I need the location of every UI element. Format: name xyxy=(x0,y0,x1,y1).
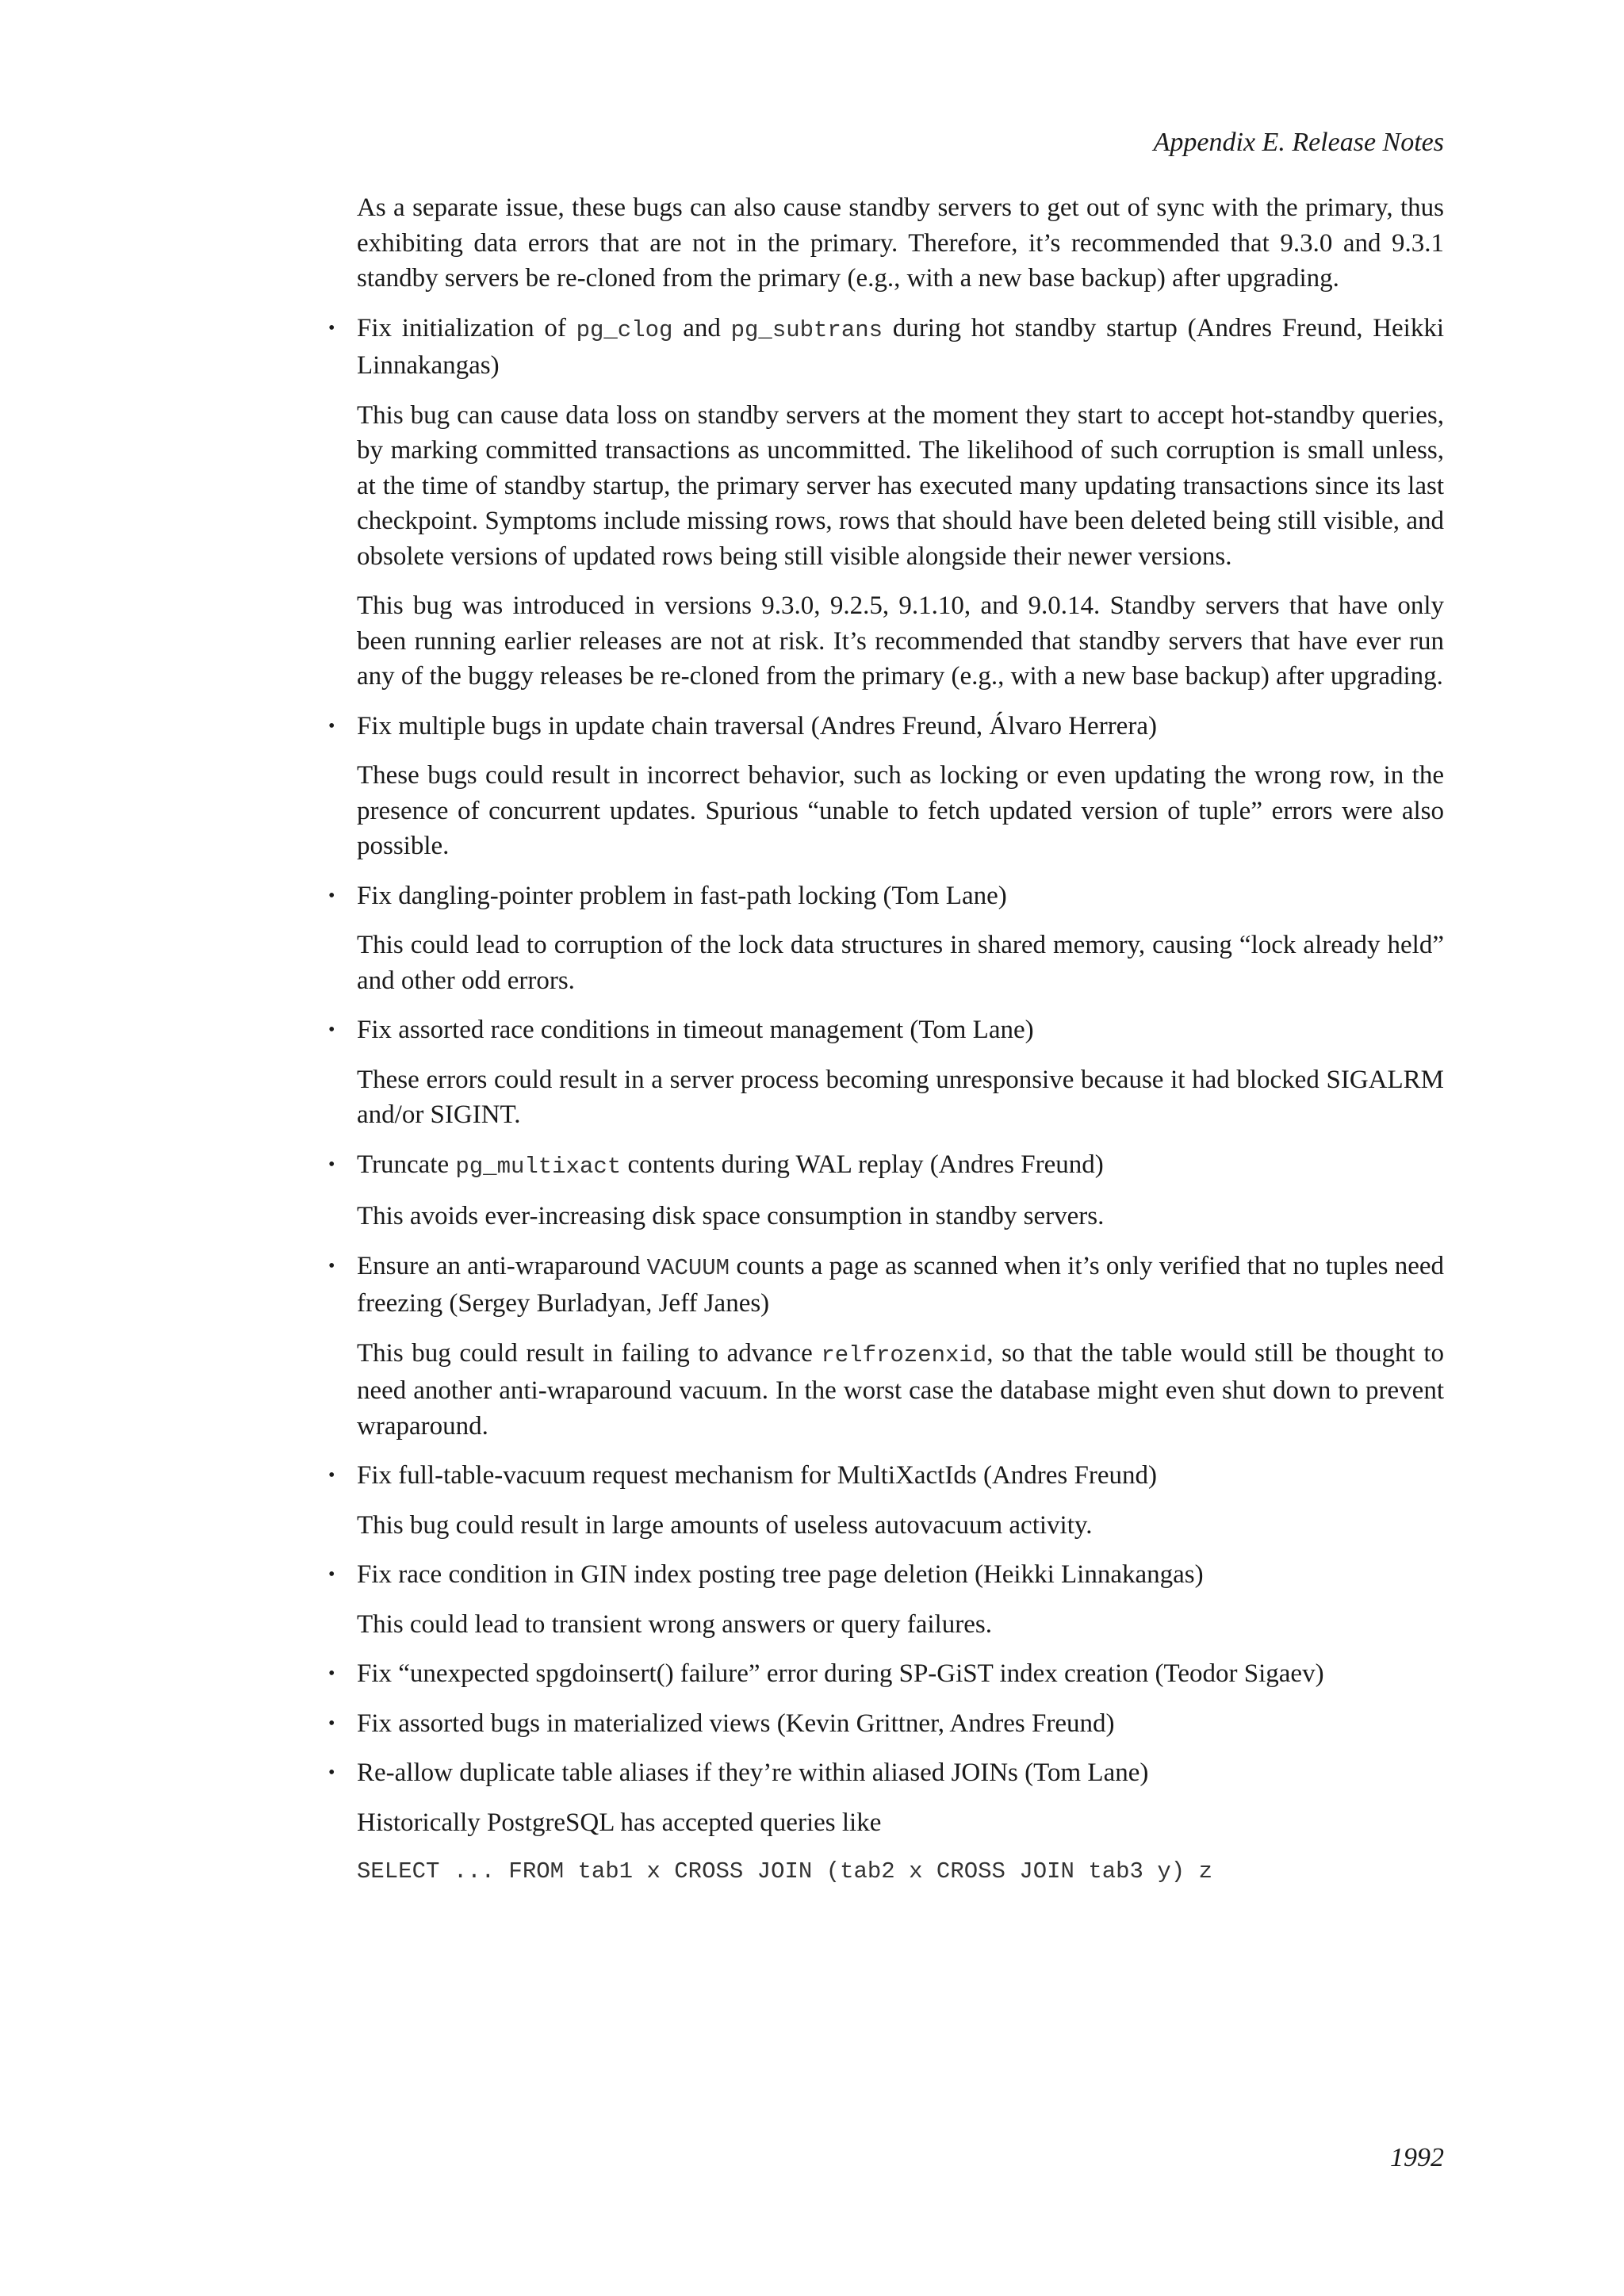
paragraph: Historically PostgreSQL has accepted queries like xyxy=(357,1808,882,1837)
inline-code: pg_multixact xyxy=(455,1153,622,1180)
inline-code: pg_subtrans xyxy=(730,316,883,343)
paragraph: These bugs could result in incorrect behavior, such as locking or even updating the wrong row, in the presence of concurrent updates. Spurious “unable to fetch updated version of tuple” errors were also possible. xyxy=(357,761,1444,860)
bullet-item: • Fix assorted race conditions in timeout management (Tom Lane) xyxy=(357,1012,1444,1048)
bullet-item: • Re-allow duplicate table aliases if they’re within aliased JOINs (Tom Lane) xyxy=(357,1755,1444,1791)
bullet-item: • Fix multiple bugs in update chain traversal (Andres Freund, Álvaro Herrera) xyxy=(357,709,1444,744)
page-number: 1992 xyxy=(1390,2143,1444,2172)
inline-code: VACUUM xyxy=(646,1254,730,1281)
bullet-item: • Truncate pg_multixact contents during WAL replay (Andres Freund) xyxy=(357,1147,1444,1185)
bullet-item: • Ensure an anti-wraparound VACUUM counts a page as scanned when it’s only verified that no tuples need freezing (Sergey Burladyan, Jeff Janes) xyxy=(357,1249,1444,1322)
inline-code: relfrozenxid xyxy=(821,1341,987,1368)
code-block: SELECT ... FROM tab1 x CROSS JOIN (tab2 x CROSS JOIN tab3 y) z xyxy=(357,1858,1212,1885)
release-notes-body xyxy=(357,190,1444,1889)
running-header: Appendix E. Release Notes xyxy=(1153,128,1444,157)
bullet-item: • Fix assorted bugs in materialized views (Kevin Grittner, Andres Freund) xyxy=(357,1706,1444,1742)
bullet-item: • Fix dangling-pointer problem in fast-path locking (Tom Lane) xyxy=(357,878,1444,914)
paragraph: These errors could result in a server process becoming unresponsive because it had blocked SIGALRM and/or SIGINT. xyxy=(357,1065,1444,1129)
paragraph: This bug could result in large amounts of useless autovacuum activity. xyxy=(357,1510,1093,1540)
paragraph: This could lead to corruption of the lock data structures in shared memory, causing “lock already held” and other odd errors. xyxy=(357,931,1444,995)
inline-code: pg_clog xyxy=(576,316,673,343)
bullet-item: • Fix full-table-vacuum request mechanism for MultiXactIds (Andres Freund) xyxy=(357,1458,1444,1494)
bullet-item: • Fix race condition in GIN index posting tree page deletion (Heikki Linnakangas) xyxy=(357,1557,1444,1593)
paragraph: This avoids ever-increasing disk space consumption in standby servers. xyxy=(357,1202,1105,1230)
bullet-item: • Fix initialization of pg_clog and pg_subtrans during hot standby startup (Andres Freund, Heikki Linnakangas) xyxy=(357,311,1444,384)
bullet-item: • Fix “unexpected spgdoinsert() failure” error during SP-GiST index creation (Teodor Sigaev) xyxy=(357,1656,1444,1692)
paragraph: As a separate issue, these bugs can also cause standby servers to get out of sync with the primary, thus exhibiting data errors that are not in the primary. Therefore, it’s recommended that 9.3.0 and 9.3.1 standby servers be re-cloned from the primary (e.g., with a new base backup) after upgrading. xyxy=(357,193,1444,293)
paragraph: This bug was introduced in versions 9.3.0, 9.2.5, 9.1.10, and 9.0.14. Standby servers that have only been running earlier releases are not at risk. It’s recommended that standby servers that have ever run any of the buggy releases be re-cloned from the primary (e.g., with a new base backup) after upgrading. xyxy=(357,591,1444,691)
paragraph: This bug can cause data loss on standby servers at the moment they start to accept hot-standby queries, by marking committed transactions as uncommitted. The likelihood of such corruption is small unless, at the time of standby startup, the primary server has executed many updating transactions since its last checkpoint. Symptoms include missing rows, rows that should have been deleted being still visible, and obsolete versions of updated rows being still visible alongside their newer versions. xyxy=(357,400,1444,571)
paragraph: This bug could result in failing to advance relfrozenxid, so that the table would still be thought to need another anti-wraparound vacuum. In the worst case the database might even shut down to prevent wraparound. xyxy=(357,1338,1444,1441)
paragraph: This could lead to transient wrong answers or query failures. xyxy=(357,1609,992,1639)
